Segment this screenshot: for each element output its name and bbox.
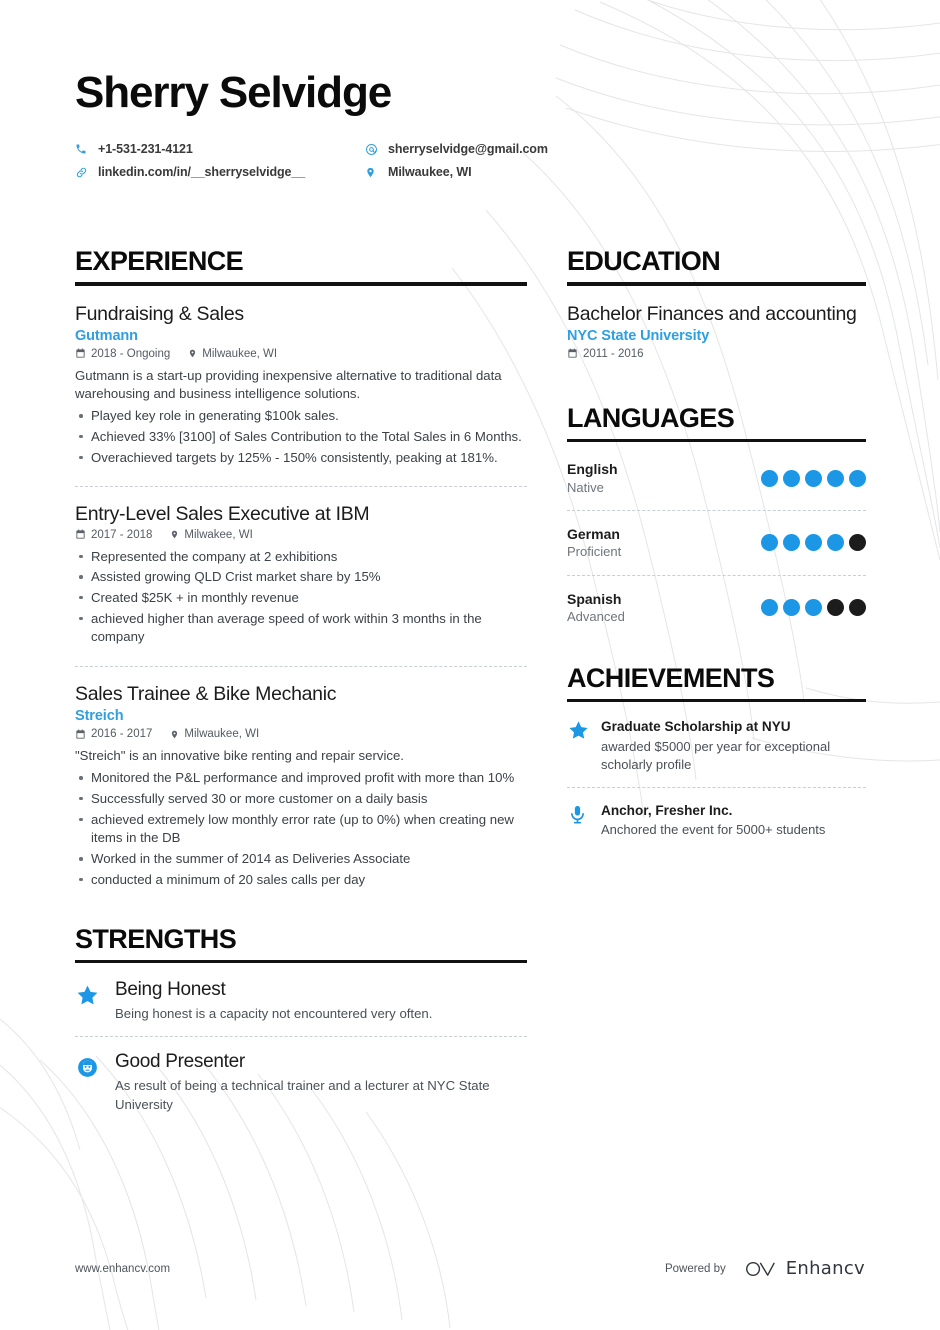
entry-dates [75,529,152,541]
language-info [567,460,618,496]
left-column [75,248,527,1136]
entry-dates [75,728,152,740]
education-entry [567,302,866,371]
strength-description: Being honest is a capacity not encountered very often. [115,1005,433,1021]
strength-item [75,979,527,1023]
contact-phone[interactable] [75,142,365,156]
language-level: Proficient [567,544,622,560]
entry-dates-text: 2017 - 2018 [91,528,153,541]
powered-by-label: Powered by [664,1262,726,1275]
bullet-item: Created $25K + in monthly revenue [75,589,527,608]
section-achievements [567,662,866,840]
language-level: Native [567,479,604,495]
achievement-description: Anchored the event for 5000+ students [601,822,826,838]
strength-title: Being Honest [115,979,226,1000]
language-rating-dots [756,470,866,487]
microphone-icon [567,802,601,826]
achievement-item [567,802,866,840]
bullet-item: achieved higher than average speed of work within 3 months in the company [75,610,527,647]
section-languages [567,402,866,629]
bullet-item: Monitored the P&L performance and improved profit with more than 10% [75,769,527,788]
entry-location-text: Milwaukee, WI [184,728,260,741]
language-divider [567,510,866,511]
education-dates [567,348,644,360]
bullet-item: conducted a minimum of 20 sales calls per day [75,871,527,890]
bullet-item: achieved extremely low monthly error rate (up to 0%) when creating new items in the DB [75,811,527,848]
experience-heading-rule [75,282,527,286]
rating-dot [827,470,844,487]
location-icon [170,729,179,740]
entry-bullets [75,548,527,648]
bullet-item: Played key role in generating $100k sales. [75,407,527,426]
contact-email-text: sherryselvidge@gmail.com [388,142,548,157]
rating-dot [849,534,866,551]
calendar-icon [75,729,86,740]
language-level: Advanced [567,609,625,625]
company-name: Streich [75,708,124,725]
rating-dot [761,534,778,551]
section-education [567,248,866,371]
strengths-heading-rule [75,960,527,964]
section-strengths [75,923,527,1115]
education-meta [567,348,866,360]
bullet-item: Successfully served 30 or more customer on a daily basis [75,790,527,809]
job-title: Sales Trainee & Bike Mechanic [75,683,337,706]
contact-phone-text: +1-531-231-4121 [98,142,193,157]
language-rating-dots [756,534,866,551]
education-heading: EDUCATION [567,246,721,276]
entry-meta [75,348,527,360]
entry-dates [75,348,170,360]
achievement-divider [567,787,866,788]
strength-divider [75,1036,527,1037]
calendar-icon [567,348,578,359]
contact-location-text: Milwaukee, WI [388,165,472,180]
contact-list [75,142,675,188]
footer-brand [665,1258,865,1279]
language-divider [567,575,866,576]
language-info [567,590,625,626]
entry-bullets [75,769,527,889]
rating-dot [849,599,866,616]
enhancv-logo-icon [744,1259,778,1279]
entry-location [170,529,252,541]
language-rating-dots [756,599,866,616]
education-dates-text: 2011 - 2016 [583,347,644,360]
experience-entry [75,302,527,474]
language-info [567,525,621,561]
contact-location [365,165,655,179]
footer-website-url[interactable]: www.enhancv.com [75,1263,171,1275]
contact-linkedin-text: linkedin.com/in/__sherryselvidge__ [98,165,306,180]
presenter-face-icon [75,1051,115,1080]
entry-location [170,728,259,740]
entry-location-text: Milwakee, WI [184,528,253,541]
entry-bullets [75,407,527,467]
achievement-item [567,718,866,774]
section-experience [75,248,527,896]
achievement-title: Graduate Scholarship at NYU [601,719,791,735]
language-item [567,588,866,629]
bullet-item: Overachieved targets by 125% - 150% consistently, peaking at 181%. [75,449,527,468]
rating-dot [805,534,822,551]
bullet-item: Achieved 33% [3100] of Sales Contribution to the Total Sales in 6 Months. [75,428,527,447]
star-icon [567,718,601,742]
experience-entry [75,682,527,895]
achievement-description: awarded $5000 per year for exceptional scholarly profile [601,738,831,772]
location-icon [170,529,179,540]
language-name: German [567,526,620,543]
language-name: English [567,461,618,478]
degree-title: Bachelor Finances and accounting [567,302,857,325]
calendar-icon [75,529,86,540]
education-heading-rule [567,282,866,286]
strengths-heading: STRENGTHS [75,923,237,954]
entry-location [188,348,277,360]
languages-heading-rule [567,439,866,443]
entry-description: "Streich" is an innovative bike renting and repair service. [75,748,404,764]
language-name: Spanish [567,590,622,607]
language-item [567,458,866,499]
strength-title: Good Presenter [115,1051,245,1073]
job-title: Entry-Level Sales Executive at IBM [75,503,370,526]
location-icon [188,348,197,359]
contact-linkedin[interactable] [75,165,365,179]
strength-description: As result of being a technical trainer and a lecturer at NYC State University [115,1078,490,1112]
experience-heading: EXPERIENCE [75,246,244,276]
school-name: NYC State University [567,327,710,344]
right-column [567,248,866,861]
contact-email[interactable] [365,142,655,156]
location-icon [365,166,383,179]
achievements-heading: ACHIEVEMENTS [567,662,775,693]
languages-heading: LANGUAGES [567,402,735,433]
company-name: Gutmann [75,327,138,344]
experience-entry [75,502,527,653]
bullet-item: Worked in the summer of 2014 as Deliveries Associate [75,850,527,869]
bullet-item: Assisted growing QLD Crist market share by 15% [75,568,527,587]
rating-dot [761,599,778,616]
entry-location-text: Milwaukee, WI [202,347,278,360]
rating-dot [783,534,800,551]
entry-dates-text: 2016 - 2017 [91,728,153,741]
rating-dot [827,599,844,616]
entry-dates-text: 2018 - Ongoing [91,347,171,360]
job-title: Fundraising & Sales [75,302,244,325]
star-icon [75,979,115,1008]
email-icon [365,143,383,156]
achievement-body [601,802,825,840]
rating-dot [761,470,778,487]
resume-header [75,70,865,188]
achievement-title: Anchor, Fresher Inc. [601,802,733,818]
entry-description: Gutmann is a start-up providing inexpensive alternative to traditional data warehousing and business intelligence solutions. [75,367,502,402]
candidate-name: Sherry Selvidge [75,68,392,117]
rating-dot [783,470,800,487]
entry-divider [75,486,527,487]
rating-dot [805,470,822,487]
phone-icon [75,143,93,155]
rating-dot [805,599,822,616]
rating-dot [827,534,844,551]
strength-item [75,1051,527,1114]
achievements-heading-rule [567,699,866,703]
entry-meta [75,529,527,541]
entry-divider [75,666,527,667]
calendar-icon [75,348,86,359]
bullet-item: Represented the company at 2 exhibitions [75,548,527,567]
link-icon [75,166,93,179]
strength-body [115,979,432,1023]
enhancv-brand-name: Enhancv [785,1258,865,1279]
entry-meta [75,728,527,740]
achievement-body [601,718,866,774]
rating-dot [783,599,800,616]
language-item [567,523,866,564]
strength-body [115,1051,527,1114]
rating-dot [849,470,866,487]
